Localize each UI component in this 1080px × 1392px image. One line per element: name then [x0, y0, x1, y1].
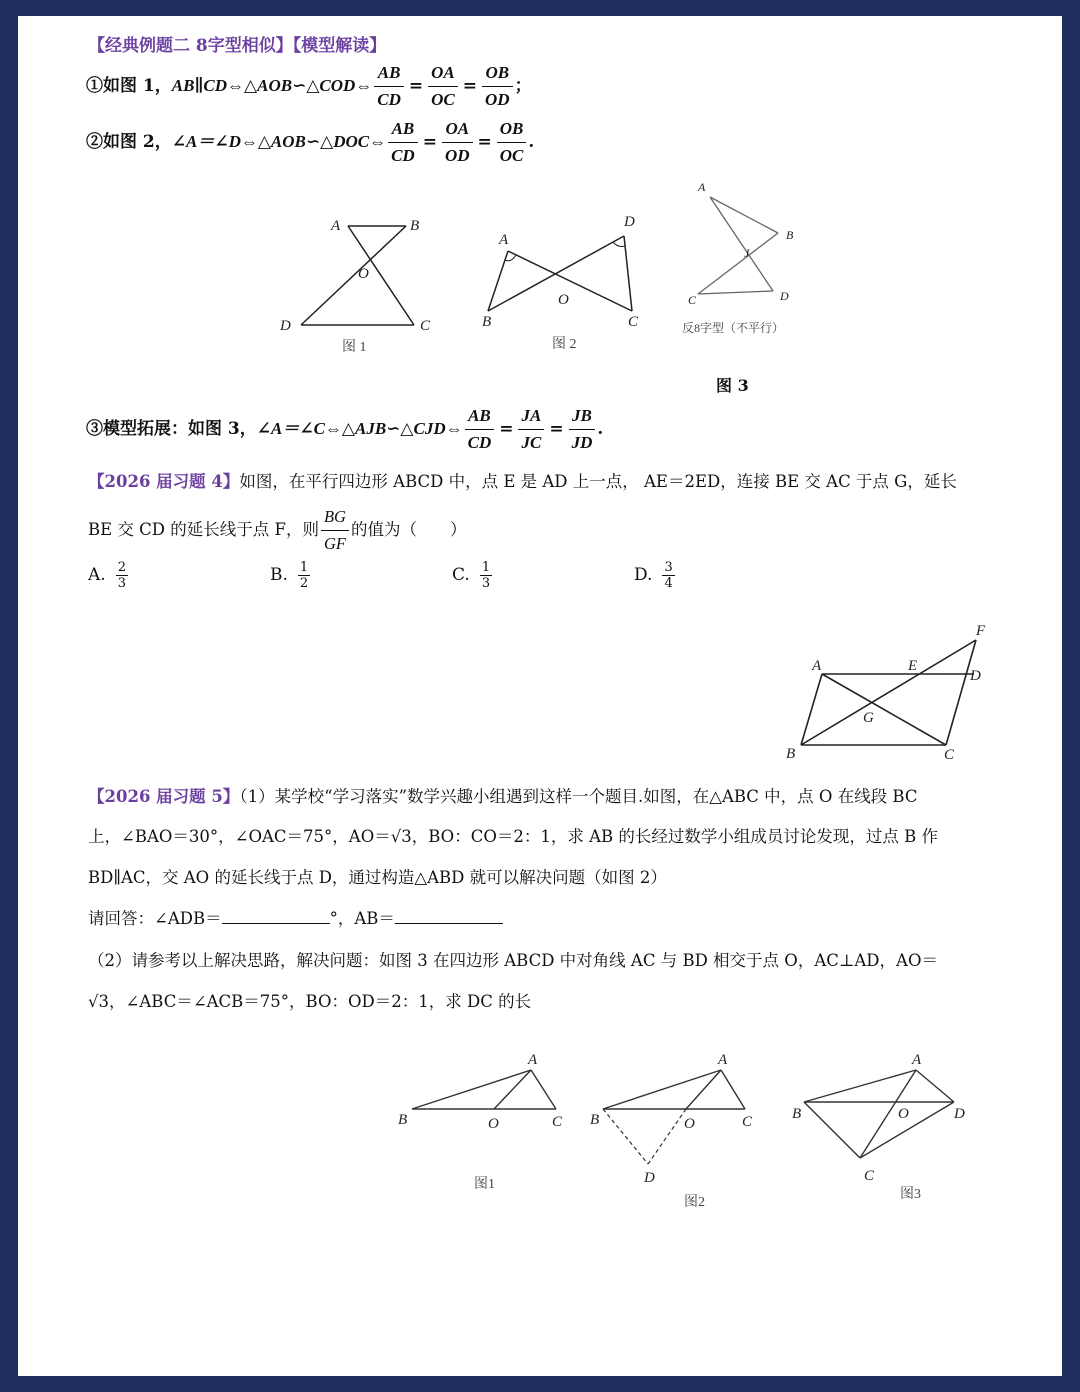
item-3: ③模型拓展：如图 3，∠A＝∠C⇔△AJB∽△CJD⇔ $\frac{AB}{CD}$ = $\frac{JA}{JC}$ = $\frac{JB}{JD}$ .: [86, 403, 603, 456]
numerator: BG: [321, 504, 349, 531]
q5-figure-2: [588, 1046, 778, 1210]
label-A: A: [499, 232, 509, 248]
figure-3-caption: 反8字型（不平行）: [682, 321, 785, 335]
q5-line-2: [88, 823, 938, 847]
label-A: A: [718, 1052, 728, 1068]
item-3-frac-1: [465, 403, 495, 456]
q4-figure: [778, 616, 1018, 766]
q4-tag: 【2026 届习题 4】: [88, 472, 240, 491]
numerator: AB: [388, 116, 418, 143]
q5-figure-3-caption: 图3: [900, 1187, 921, 1202]
label-C: C: [420, 318, 431, 334]
item-1-prefix: ①如图 1，: [86, 76, 172, 96]
label-B: B: [590, 1112, 600, 1128]
denominator: OC: [499, 146, 524, 165]
label-C: C: [628, 314, 639, 330]
q4-line-1: [88, 468, 957, 492]
numerator: OB: [482, 60, 513, 87]
denominator: CD: [391, 146, 415, 165]
label-O: O: [558, 292, 569, 308]
label-A: A: [528, 1052, 538, 1068]
label-G: G: [863, 710, 874, 726]
label-D: D: [954, 1106, 965, 1122]
figure-1: [276, 212, 456, 357]
label-D: D: [644, 1170, 655, 1186]
numerator: 3: [664, 560, 673, 575]
denominator: CD: [377, 90, 401, 109]
item-1-frac-3: [482, 60, 513, 113]
figure-1-caption: 图 1: [342, 340, 367, 355]
option-fraction: [116, 560, 128, 591]
numerator: 1: [481, 560, 491, 575]
item-2-prefix: ②如图 2，: [86, 132, 172, 152]
sqrt-3: √3: [390, 827, 412, 846]
option-fraction: [480, 560, 492, 591]
q5-text-4a: 请回答：∠ADB＝: [88, 909, 222, 928]
figure-3: [668, 176, 828, 356]
denominator: 3: [117, 576, 126, 591]
q4-line-2: [88, 504, 466, 557]
label-A: A: [912, 1052, 922, 1068]
item-3-prefix: ③模型拓展：如图 3，: [86, 419, 257, 439]
denominator: OC: [431, 90, 455, 109]
item-2-end: .: [528, 132, 535, 152]
option-label: A.: [88, 565, 106, 585]
numerator: OA: [428, 60, 458, 87]
denominator: CD: [467, 433, 492, 452]
figure-3-title: 图 3: [716, 376, 749, 395]
numerator: 1: [299, 560, 309, 575]
q4-option-a[interactable]: [88, 560, 128, 591]
item-1: ①如图 1，AB∥CD⇔△AOB∽△COD⇔ $\frac{AB}{CD}$ = $\frac{OA}{OC}$ = $\frac{OB}{OD}$ ；: [86, 60, 532, 113]
numerator: AB: [465, 403, 495, 430]
numerator: 2: [117, 560, 126, 575]
item-2: ②如图 2，∠A＝∠D⇔△AOB∽△DOC⇔ $\frac{AB}{CD}$ = $\frac{OA}{OD}$ = $\frac{OB}{OC}$ .: [86, 116, 534, 169]
q5-line-4: [88, 905, 503, 929]
option-fraction: [298, 560, 310, 591]
document-page: [18, 16, 1062, 1376]
label-A: A: [698, 180, 706, 194]
label-O: O: [898, 1106, 909, 1122]
label-C: C: [552, 1114, 563, 1130]
q5-text-1: （1）某学校“学习落实”数学兴趣小组遇到这样一个题目.如图，在△ABC 中，点 O 在线段 BC: [239, 787, 918, 806]
q5-line-1: [88, 783, 918, 807]
label-F: F: [976, 623, 986, 639]
numerator: JA: [518, 403, 544, 430]
label-O: O: [488, 1116, 499, 1132]
label-O: O: [358, 266, 369, 282]
label-E: E: [908, 658, 918, 674]
denominator: JC: [521, 433, 542, 452]
denominator: 3: [481, 576, 491, 591]
denominator: OD: [444, 146, 470, 165]
option-fraction: [662, 560, 674, 591]
q5-figure-3: [786, 1046, 986, 1202]
denominator: JD: [571, 433, 593, 452]
item-1-frac-2: [428, 60, 458, 113]
item-1-frac-1: [374, 60, 404, 113]
label-D: D: [970, 668, 981, 684]
label-B: B: [786, 228, 794, 242]
q4-option-c[interactable]: [452, 560, 492, 591]
figure-2-caption: 图 2: [552, 337, 577, 352]
q5-text-6b: ，∠ABC＝∠ACB＝75°，BO：OD＝2：1，求 DC 的长: [109, 992, 532, 1011]
label-A: A: [812, 658, 822, 674]
item-3-frac-3: [569, 403, 596, 456]
q4-text-2-end: 的值为（ ）: [350, 520, 467, 539]
item-1-condition: AB∥CD⇔△AOB∽△COD⇔: [171, 76, 373, 95]
label-D: D: [280, 318, 291, 334]
label-B: B: [792, 1106, 802, 1122]
item-3-end: .: [597, 419, 604, 439]
item-3-frac-2: [518, 403, 544, 456]
q4-fraction: [321, 504, 349, 557]
q5-line-3: BD∥AC，交 AO 的延长线于点 D，通过构造△ABD 就可以解决问题（如图 2）: [88, 868, 667, 887]
option-label: C.: [452, 565, 470, 585]
q5-text-4b: °，AB＝: [329, 909, 395, 928]
item-1-end: ；: [514, 76, 532, 96]
q5-line-6: [88, 988, 531, 1012]
item-3-condition: ∠A＝∠C⇔△AJB∽△CJD⇔: [256, 419, 463, 438]
answer-blank-ab[interactable]: [395, 909, 503, 924]
item-2-condition: ∠A＝∠D⇔△AOB∽△DOC⇔: [171, 132, 387, 151]
label-C: C: [742, 1114, 753, 1130]
q5-figure-1-caption: 图1: [474, 1177, 495, 1192]
q5-figure-2-caption: 图2: [684, 1195, 705, 1210]
q4-option-b[interactable]: [270, 560, 310, 591]
label-B: B: [786, 746, 796, 762]
option-label: B.: [270, 565, 288, 585]
option-label: D.: [634, 565, 653, 585]
label-C: C: [864, 1168, 875, 1184]
label-B: B: [398, 1112, 408, 1128]
q5-text-2a: 上，∠BAO＝30°，∠OAC＝75°，AO＝: [88, 827, 391, 846]
denominator: 4: [664, 576, 673, 591]
figure-2: [474, 208, 654, 358]
label-C: C: [944, 747, 955, 763]
label-A: A: [331, 218, 341, 234]
item-2-frac-2: [442, 116, 473, 169]
denominator: GF: [323, 534, 346, 553]
q5-text-2b: ，BO：CO＝2：1，求 AB 的长经过数学小组成员讨论发现，过点 B 作: [411, 827, 939, 846]
q5-figure-1: [396, 1046, 576, 1196]
denominator: 2: [299, 576, 309, 591]
item-2-frac-3: [497, 116, 527, 169]
label-J: J: [744, 246, 750, 260]
q4-text-1: 如图，在平行四边形 ABCD 中，点 E 是 AD 上一点， AE＝2ED，连接 BE 交 AC 于点 G，延长: [239, 472, 957, 491]
numerator: AB: [374, 60, 404, 87]
numerator: OA: [442, 116, 473, 143]
answer-blank-angle[interactable]: [222, 909, 330, 924]
numerator: OB: [497, 116, 527, 143]
label-B: B: [410, 218, 420, 234]
sqrt-3: √3: [88, 992, 110, 1011]
label-B: B: [482, 314, 492, 330]
label-D: D: [624, 214, 635, 230]
label-D: D: [780, 289, 789, 303]
numerator: JB: [569, 403, 596, 430]
q5-tag: 【2026 届习题 5】: [88, 787, 240, 806]
q4-option-d[interactable]: [634, 560, 675, 591]
q4-text-2: BE 交 CD 的延长线于点 F，则: [88, 520, 319, 539]
label-O: O: [684, 1116, 695, 1132]
denominator: OD: [485, 90, 510, 109]
item-2-frac-1: [388, 116, 418, 169]
section-header: 【经典例题二 8字型相似】【模型解读】: [88, 36, 387, 56]
q5-line-5: （2）请参考以上解决思路，解决问题：如图 3 在四边形 ABCD 中对角线 AC 与 BD 相交于点 O，AC⊥AD，AO＝: [88, 951, 938, 970]
label-C: C: [688, 293, 697, 307]
